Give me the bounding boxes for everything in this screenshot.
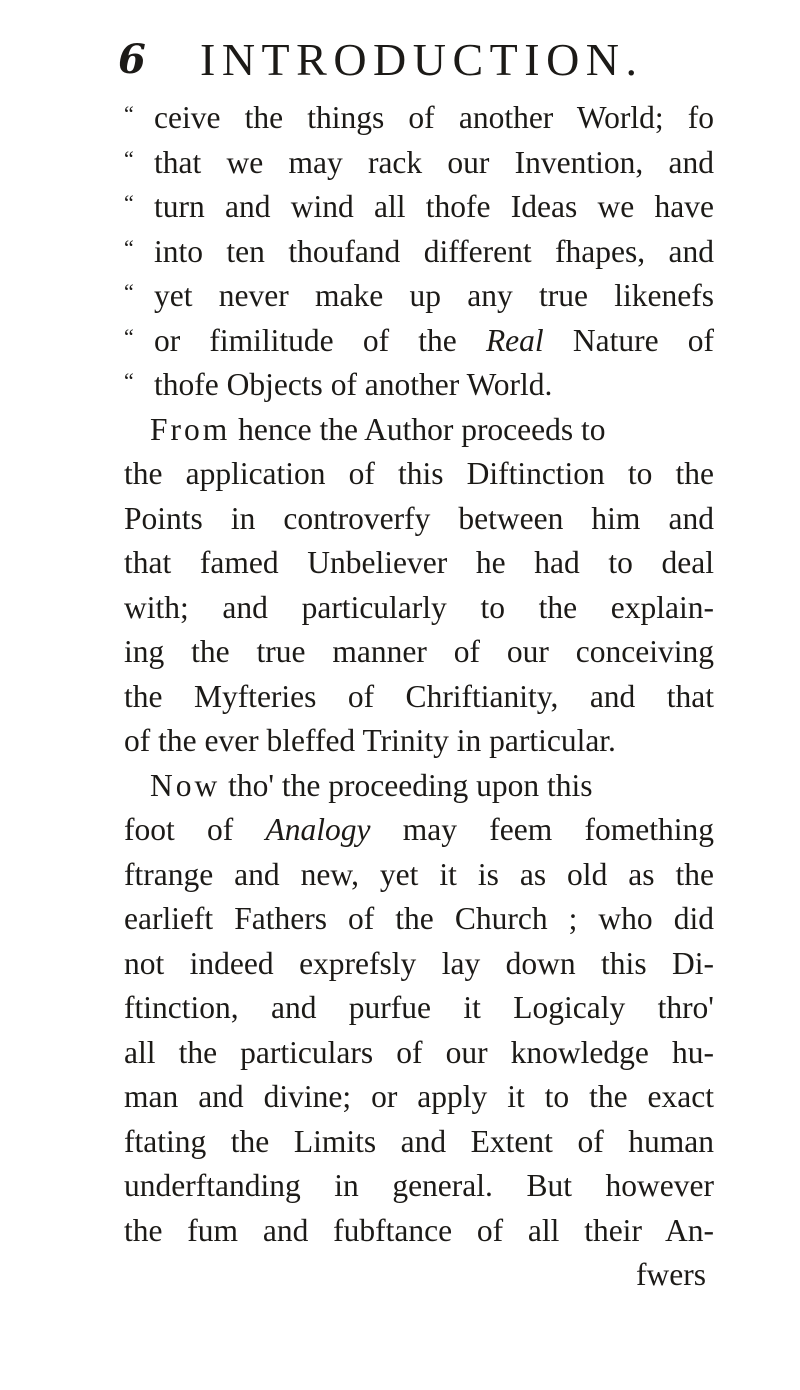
quoted-line	[124, 274, 714, 319]
quote-mark: “	[124, 234, 134, 260]
text-line: man and divine; or apply it to the exact	[124, 1079, 714, 1114]
line-text: Nature of	[543, 322, 714, 358]
line-text: into ten thoufand different fhapes, and	[154, 233, 714, 269]
quote-mark: “	[124, 368, 134, 393]
paragraph-start-line	[124, 408, 714, 453]
quoted-line	[124, 319, 714, 364]
text-body	[124, 96, 714, 1298]
quoted-line	[124, 141, 714, 186]
catchword: fwers	[636, 1257, 706, 1292]
spaced-word: Now	[150, 767, 221, 803]
italic-word: Real	[485, 322, 544, 358]
quote-mark: “	[124, 145, 134, 171]
text-line: ftating the Limits and Extent of human	[124, 1123, 714, 1159]
quote-mark: “	[124, 190, 134, 215]
quoted-line	[124, 230, 714, 275]
text-line: the Myfteries of Chriftianity, and that	[124, 678, 714, 714]
text-line: ftrange and new, yet it is as old as the	[124, 856, 714, 892]
quote-mark: “	[124, 323, 134, 349]
page-header	[118, 32, 688, 88]
text-line: not indeed exprefsly lay down this Di-	[124, 945, 714, 981]
text-line: with; and particularly to the explain-	[124, 589, 714, 625]
page-number: 6	[118, 36, 146, 83]
text-line: the fum and fubftance of all their An-	[124, 1212, 714, 1248]
quoted-line	[124, 96, 714, 141]
line-text: may feem fomething	[370, 812, 714, 847]
running-head: INTRODUCTION.	[200, 34, 644, 85]
text-line: underftanding in general. But however	[124, 1168, 714, 1203]
line-text: foot of	[124, 812, 266, 847]
text-line: ing the true manner of our conceiving	[124, 634, 714, 669]
text-line: Points in controverfy between him and	[124, 500, 714, 536]
line-text: thofe Objects of another World.	[154, 367, 553, 402]
text-line: the application of this Diftinction to the	[124, 456, 714, 491]
line-text: that we may rack our Invention, and	[154, 144, 714, 180]
line-text: tho' the proceeding upon this	[220, 767, 593, 803]
line-text: turn and wind all thofe Ideas we have	[154, 189, 714, 224]
quoted-line	[124, 363, 714, 408]
text-line: of the ever bleffed Trinity in particular.	[124, 723, 616, 758]
line-text: yet never make up any true likenefs	[154, 278, 714, 313]
quoted-line	[124, 185, 714, 230]
line-text: hence the Author proceeds to	[230, 411, 606, 447]
text-line: that famed Unbeliever he had to deal	[124, 545, 714, 580]
spaced-word: From	[150, 411, 231, 447]
text-line	[124, 808, 714, 853]
line-text: ceive the things of another World; fo	[154, 100, 714, 135]
quote-mark: “	[124, 279, 134, 304]
text-line: earlieft Fathers of the Church ; who did	[124, 901, 714, 936]
paragraph-start-line	[124, 764, 714, 809]
line-text: or fimilitude of the	[154, 322, 486, 358]
text-line: ftinction, and purfue it Logicaly thro'	[124, 990, 714, 1025]
quote-mark: “	[124, 101, 134, 126]
italic-word: Analogy	[265, 812, 371, 847]
text-line: all the particulars of our knowledge hu-	[124, 1034, 714, 1070]
